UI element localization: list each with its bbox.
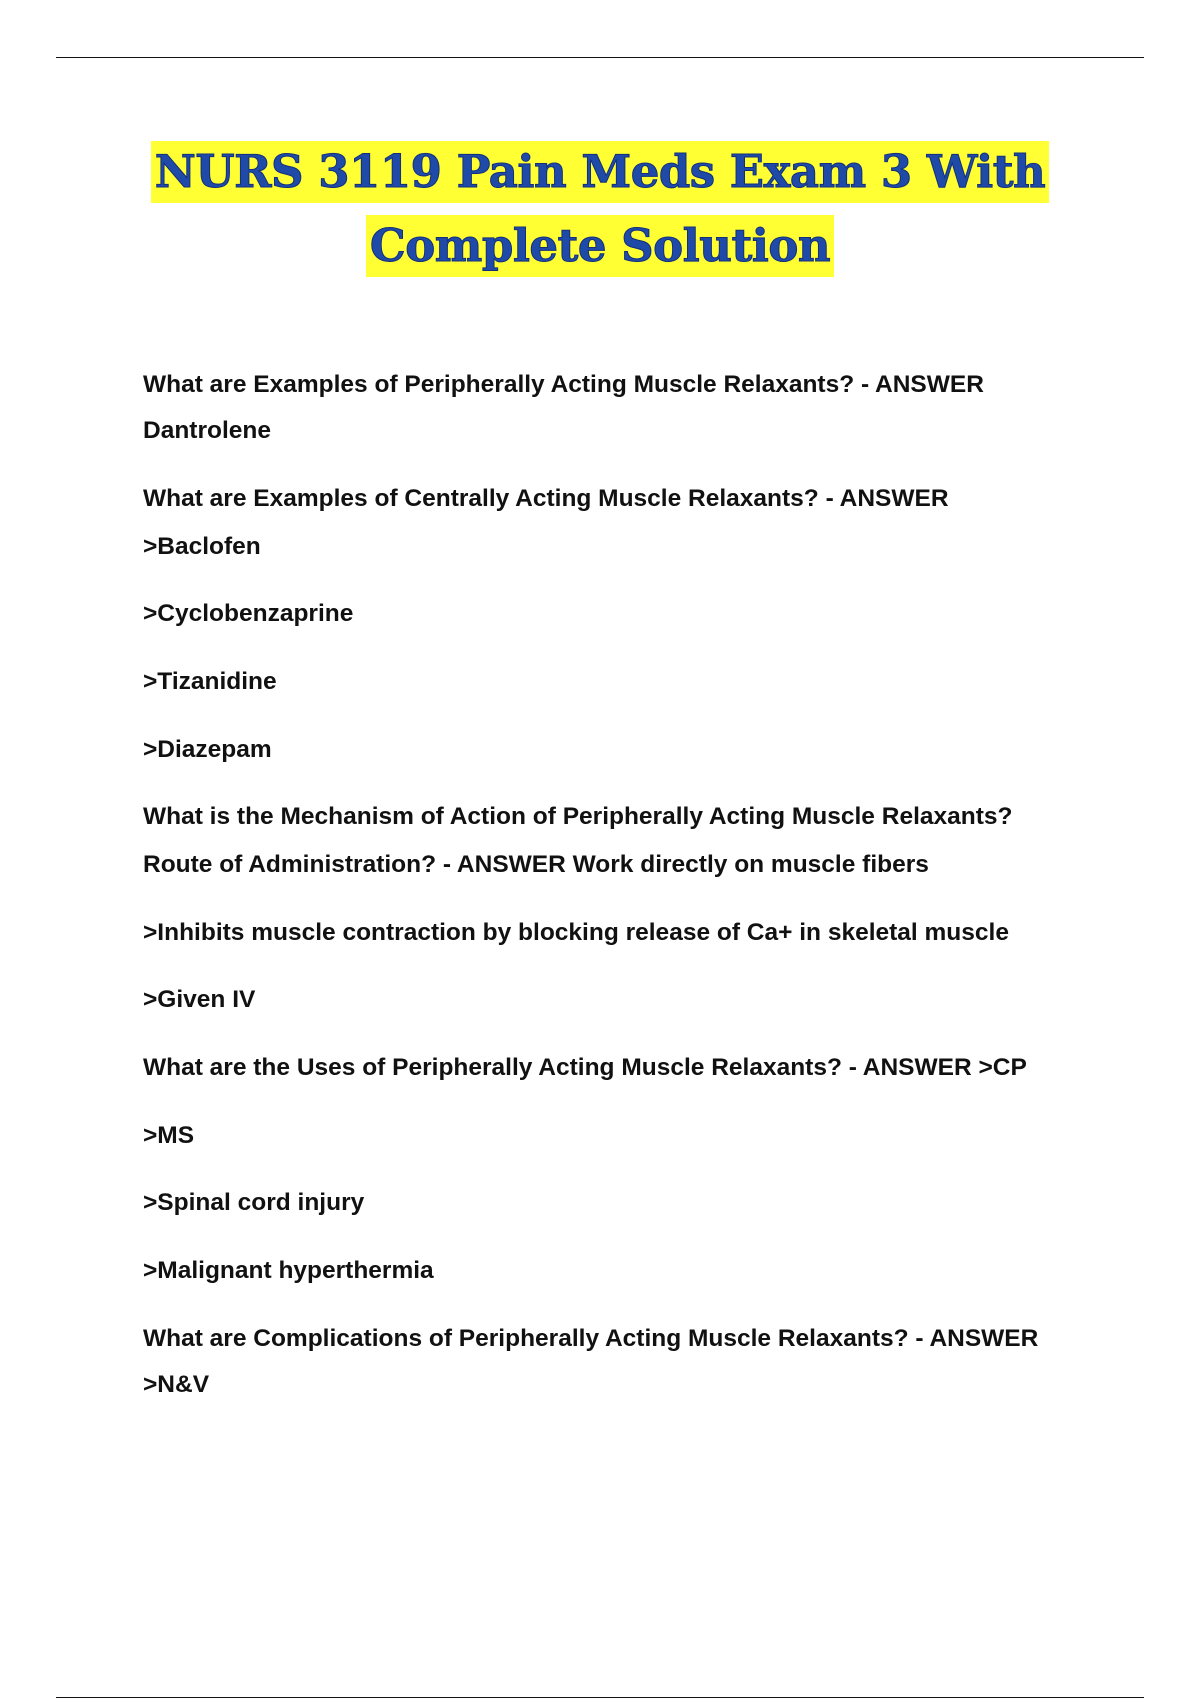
question-3-line-2: Route of Administration? - ANSWER Work directly on muscle fibers bbox=[143, 851, 929, 878]
document-title bbox=[60, 137, 1140, 285]
question-2-line-1: What are Examples of Centrally Acting Muscle Relaxants? - ANSWER bbox=[143, 485, 949, 512]
answer-3-item-2: >Given IV bbox=[143, 986, 256, 1013]
answer-2-item-3: >Tizanidine bbox=[143, 668, 277, 695]
question-1-line-1: What are Examples of Peripherally Acting Muscle Relaxants? - ANSWER bbox=[143, 371, 984, 398]
question-5-line-1: What are Complications of Peripherally Acting Muscle Relaxants? - ANSWER bbox=[143, 1325, 1039, 1352]
answer-4-item-4: >Malignant hyperthermia bbox=[143, 1257, 434, 1284]
answer-2-item-2: >Cyclobenzaprine bbox=[143, 600, 354, 627]
title-line-1: NURS 3119 Pain Meds Exam 3 With bbox=[151, 141, 1049, 203]
answer-3-item-1: >Inhibits muscle contraction by blocking release of Ca+ in skeletal muscle bbox=[143, 919, 1009, 946]
answer-1-line: Dantrolene bbox=[143, 417, 271, 444]
question-3-line-1: What is the Mechanism of Action of Peripherally Acting Muscle Relaxants? bbox=[143, 803, 1013, 830]
top-rule bbox=[56, 57, 1144, 58]
bottom-rule bbox=[56, 1697, 1144, 1698]
answer-5-item-1: >N&V bbox=[143, 1371, 210, 1398]
answer-4-item-2: >MS bbox=[143, 1122, 195, 1149]
question-4-line-1: What are the Uses of Peripherally Acting Muscle Relaxants? - ANSWER >CP bbox=[143, 1054, 1027, 1081]
answer-2-item-1: >Baclofen bbox=[143, 533, 261, 560]
answer-2-item-4: >Diazepam bbox=[143, 736, 272, 763]
document-body bbox=[143, 370, 1103, 1400]
title-line-2: Complete Solution bbox=[366, 215, 834, 277]
answer-4-item-3: >Spinal cord injury bbox=[143, 1189, 365, 1216]
